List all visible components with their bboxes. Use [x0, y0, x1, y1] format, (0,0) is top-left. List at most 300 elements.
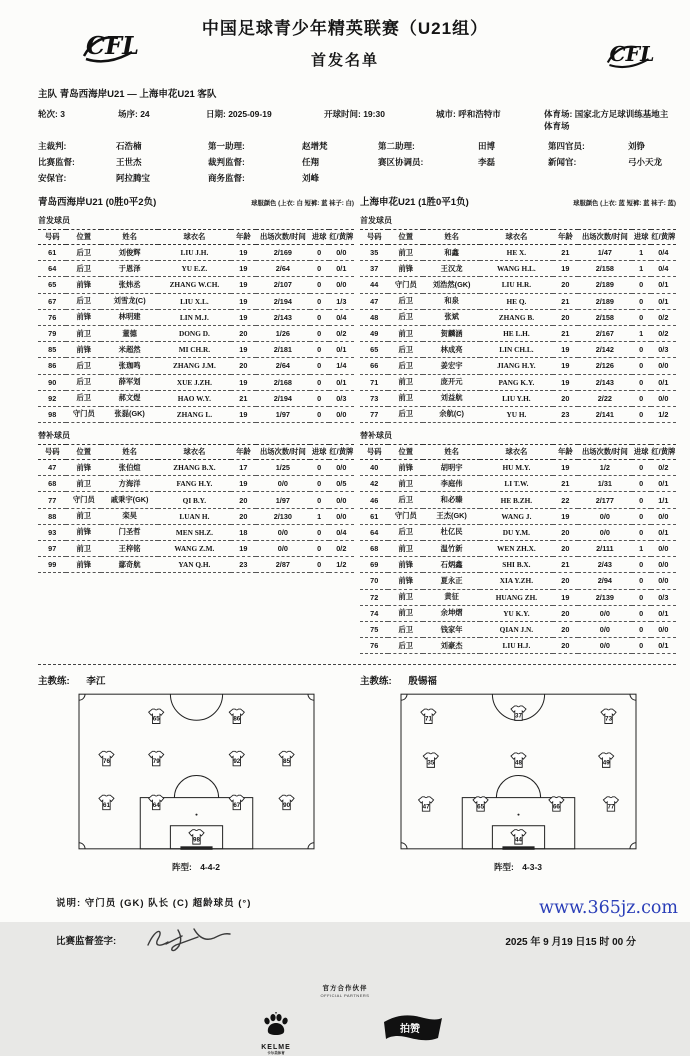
player-cell: 0/1: [651, 605, 676, 621]
player-cell: 2/194: [256, 293, 310, 309]
player-cell: 20: [553, 390, 578, 406]
column-header: 位置: [388, 230, 423, 245]
grid-cell: 城市: 呼和浩特市: [436, 109, 501, 119]
player-cell: 1/47: [578, 245, 632, 261]
player-cell: 47: [38, 460, 66, 476]
player-cell: QIAN J.N.: [480, 621, 553, 637]
player-cell: 70: [360, 573, 388, 589]
column-header: 姓名: [423, 230, 480, 245]
svg-text:64: 64: [152, 802, 160, 810]
player-cell: 0/3: [651, 342, 676, 358]
player-cell: 68: [38, 476, 66, 492]
player-cell: 0/2: [651, 460, 676, 476]
player-cell: 19: [553, 342, 578, 358]
player-cell: 1/2: [329, 557, 354, 573]
svg-text:37: 37: [514, 712, 522, 720]
player-cell: 0/1: [651, 638, 676, 654]
away-coach-label: 主教练:: [360, 676, 392, 688]
player-cell: 2/141: [578, 406, 632, 422]
player-row: [38, 309, 354, 325]
partners-heading: 官方合作伙伴: [322, 985, 368, 993]
player-cell: 1/25: [256, 460, 310, 476]
player-cell: 胡明宇: [423, 460, 480, 476]
player-cell: 前锋: [66, 557, 101, 573]
player-cell: 20: [553, 524, 578, 540]
table-header-row: [360, 445, 676, 460]
player-cell: 76: [360, 638, 388, 654]
player-cell: 49: [360, 325, 388, 341]
header: [0, 0, 690, 70]
player-cell: 0: [632, 524, 651, 540]
home-formation-label: 阵型:: [171, 862, 192, 873]
grid-cell: 王世杰: [116, 157, 142, 167]
player-cell: MI CH.R.: [158, 342, 231, 358]
player-cell: 0/0: [256, 541, 310, 557]
player-row: [38, 508, 354, 524]
player-cell: 张磊(GK): [101, 406, 158, 422]
player-cell: 0: [310, 476, 329, 492]
player-cell: LIU H.J.: [480, 638, 553, 654]
player-cell: 前锋: [388, 573, 423, 589]
player-cell: ZHANG B.X.: [158, 460, 231, 476]
player-cell: 刘浩然(GK): [423, 277, 480, 293]
player-row: [38, 261, 354, 277]
column-header: 红/黄牌: [329, 445, 354, 460]
player-cell: LI T.W.: [480, 476, 553, 492]
player-cell: HAO W.Y.: [158, 390, 231, 406]
player-cell: MEN SH.Z.: [158, 524, 231, 540]
player-cell: 0/0: [651, 557, 676, 573]
player-cell: 92: [38, 390, 66, 406]
player-cell: 21: [231, 390, 256, 406]
player-row: [38, 390, 354, 406]
column-header: 号码: [38, 445, 66, 460]
svg-text:90: 90: [282, 802, 290, 810]
player-cell: 守门员: [388, 508, 423, 524]
player-cell: 2/43: [578, 557, 632, 573]
partners-section: [0, 983, 690, 1056]
player-row: [360, 374, 676, 390]
grid-cell: 第四官员:: [548, 141, 585, 151]
player-cell: 后卫: [66, 390, 101, 406]
player-cell: 79: [38, 325, 66, 341]
player-cell: 20: [553, 573, 578, 589]
player-cell: 42: [360, 476, 388, 492]
player-cell: 1/31: [578, 476, 632, 492]
player-cell: 0/1: [651, 524, 676, 540]
player-cell: HUANG ZH.: [480, 589, 553, 605]
player-cell: 19: [231, 342, 256, 358]
player-cell: LIU J.H.: [158, 245, 231, 261]
player-cell: 86: [38, 358, 66, 374]
column-header: 年龄: [553, 445, 578, 460]
grid-cell: [478, 172, 548, 184]
column-header: 位置: [66, 230, 101, 245]
player-cell: 20: [553, 621, 578, 637]
player-row: [38, 406, 354, 422]
svg-text:48: 48: [514, 759, 522, 767]
player-cell: LIU X.L.: [158, 293, 231, 309]
player-cell: 0/1: [651, 374, 676, 390]
player-cell: 2/87: [256, 557, 310, 573]
player-cell: 2/142: [578, 342, 632, 358]
player-cell: 44: [360, 277, 388, 293]
grid-cell: 主裁判:: [38, 141, 67, 151]
player-cell: 王梓铭: [101, 541, 158, 557]
home-starters-label: 首发球员: [38, 216, 70, 225]
player-cell: YU H.: [480, 406, 553, 422]
player-cell: 22: [553, 492, 578, 508]
grid-cell: 日期: 2025-09-19: [206, 109, 272, 119]
player-cell: 2/158: [578, 309, 632, 325]
player-row: [360, 277, 676, 293]
player-cell: 后卫: [388, 309, 423, 325]
player-cell: 0: [310, 460, 329, 476]
player-cell: 17: [231, 460, 256, 476]
player-shirt: [423, 753, 438, 767]
player-cell: 0: [310, 358, 329, 374]
player-cell: 庞开元: [423, 374, 480, 390]
player-row: [360, 541, 676, 557]
player-cell: 0/0: [578, 638, 632, 654]
cfl-logo-right: [603, 37, 656, 71]
player-cell: 2/130: [256, 508, 310, 524]
player-cell: 2/64: [256, 358, 310, 374]
player-cell: 19: [553, 261, 578, 277]
column-header: 年龄: [231, 445, 256, 460]
player-cell: 0: [310, 374, 329, 390]
column-header: 出场次数/时间: [256, 230, 310, 245]
svg-text:拍赞: 拍赞: [400, 1024, 420, 1036]
player-cell: ZHANG W.CH.: [158, 277, 231, 293]
player-row: [38, 524, 354, 540]
player-shirt: [598, 753, 613, 767]
svg-text:49: 49: [602, 759, 610, 767]
player-cell: 76: [38, 309, 66, 325]
player-cell: 23: [231, 557, 256, 573]
player-cell: 1/97: [256, 406, 310, 422]
player-cell: 前卫: [388, 325, 423, 341]
player-cell: 后卫: [388, 342, 423, 358]
grid-cell: [378, 172, 478, 184]
cfl-logo-left: [78, 26, 140, 66]
player-cell: HU M.Y.: [480, 460, 553, 476]
column-header: 位置: [388, 445, 423, 460]
grid-cell: 比赛监督:: [38, 157, 75, 167]
player-cell: 前卫: [66, 541, 101, 557]
player-cell: 19: [231, 476, 256, 492]
player-cell: 0: [310, 524, 329, 540]
player-cell: 前卫: [66, 325, 101, 341]
home-formation-pitch: [78, 693, 315, 850]
player-cell: 23: [553, 406, 578, 422]
player-cell: 20: [231, 325, 256, 341]
player-cell: XUE J.ZH.: [158, 374, 231, 390]
svg-text:47: 47: [422, 803, 430, 811]
player-row: [360, 261, 676, 277]
player-cell: 温竹新: [423, 541, 480, 557]
player-cell: 张伯煊: [101, 460, 158, 476]
player-row: [38, 293, 354, 309]
player-cell: 99: [38, 557, 66, 573]
player-cell: 0: [632, 390, 651, 406]
home-team-kit: 球服颜色 (上衣: 白 短裤: 蓝 袜子: 白): [251, 200, 354, 207]
player-cell: LIU Y.H.: [480, 390, 553, 406]
away-formation-column: [360, 669, 676, 873]
player-cell: FANG H.Y.: [158, 476, 231, 492]
player-cell: 黄征: [423, 589, 480, 605]
away-subs-label: 替补球员: [360, 431, 392, 441]
table-header-row: [38, 230, 354, 245]
player-cell: 贺麟涵: [423, 325, 480, 341]
player-row: [360, 557, 676, 573]
player-cell: 0: [632, 293, 651, 309]
player-cell: 后卫: [388, 638, 423, 654]
column-header: 进球: [632, 445, 651, 460]
player-cell: WANG H.L.: [480, 261, 553, 277]
player-cell: HE L.H.: [480, 325, 553, 341]
player-row: [360, 605, 676, 621]
player-cell: 0: [632, 342, 651, 358]
grid-cell: 任翔: [302, 157, 320, 167]
player-cell: 2/169: [256, 245, 310, 261]
player-cell: 后卫: [66, 358, 101, 374]
player-cell: 0: [632, 460, 651, 476]
player-cell: 0: [310, 325, 329, 341]
player-cell: 前卫: [66, 508, 101, 524]
player-cell: 98: [38, 406, 66, 422]
player-cell: 林成亮: [423, 342, 480, 358]
home-formation-value: 4-4-2: [200, 862, 221, 873]
player-cell: WANG Z.M.: [158, 541, 231, 557]
player-shirt: [510, 753, 525, 767]
player-cell: 0/4: [651, 261, 676, 277]
player-cell: 0/0: [329, 492, 354, 508]
player-cell: 2/64: [256, 261, 310, 277]
player-cell: 18: [231, 524, 256, 540]
player-shirt: [98, 752, 113, 766]
player-cell: 2/194: [256, 390, 310, 406]
player-cell: 前锋: [388, 557, 423, 573]
player-cell: 19: [553, 460, 578, 476]
player-row: [360, 621, 676, 637]
player-cell: 0/0: [256, 524, 310, 540]
player-cell: 0/3: [651, 589, 676, 605]
player-cell: 0/2: [651, 325, 676, 341]
player-cell: 77: [360, 406, 388, 422]
player-cell: HE Q.: [480, 293, 553, 309]
player-cell: 19: [231, 293, 256, 309]
player-cell: 王杰(GK): [423, 508, 480, 524]
player-cell: 0/1: [651, 277, 676, 293]
player-cell: 19: [231, 541, 256, 557]
player-shirt: [148, 709, 163, 723]
player-cell: 0: [632, 605, 651, 621]
player-cell: 21: [553, 293, 578, 309]
player-cell: 刘豪杰: [423, 638, 480, 654]
away-team-name: 上海申花U21 (1胜0平1负): [360, 197, 469, 208]
kelme-subtext: 卡尔美体育: [267, 1051, 285, 1056]
player-cell: 后卫: [66, 245, 101, 261]
player-cell: 余航(C): [423, 406, 480, 422]
player-cell: 张炜丞: [101, 277, 158, 293]
player-cell: 0: [632, 573, 651, 589]
column-header: 红/黄牌: [651, 445, 676, 460]
player-cell: 0: [632, 557, 651, 573]
grid-cell: 第二助理:: [378, 141, 415, 151]
player-cell: 0/0: [651, 621, 676, 637]
player-cell: 75: [360, 621, 388, 637]
player-cell: 0: [632, 277, 651, 293]
player-shirt: [229, 796, 244, 810]
player-cell: 夏永正: [423, 573, 480, 589]
player-row: [38, 358, 354, 374]
home-subs-table: [38, 444, 354, 573]
player-cell: HE X.: [480, 245, 553, 261]
player-cell: 0: [310, 245, 329, 261]
player-cell: 0/1: [329, 261, 354, 277]
player-cell: 前锋: [66, 460, 101, 476]
grid-cell: [548, 172, 628, 184]
player-cell: 21: [553, 476, 578, 492]
player-cell: 0: [310, 406, 329, 422]
grid-cell: 轮次: 3: [38, 109, 65, 119]
player-cell: 后卫: [388, 492, 423, 508]
site-watermark: www.365jz.com: [539, 898, 678, 918]
home-team-name: 青岛西海岸U21 (0胜0平2负): [38, 197, 157, 208]
player-cell: 2/167: [578, 325, 632, 341]
player-cell: 67: [38, 293, 66, 309]
player-cell: LIU H.R.: [480, 277, 553, 293]
player-cell: 20: [553, 638, 578, 654]
roster-columns: [38, 194, 676, 654]
player-cell: 1/1: [651, 492, 676, 508]
player-cell: 37: [360, 261, 388, 277]
table-header-row: [360, 230, 676, 245]
player-cell: 戚秉宇(GK): [101, 492, 158, 508]
player-row: [360, 460, 676, 476]
grid-cell: 李磊: [478, 157, 496, 167]
player-cell: 石炳鑫: [423, 557, 480, 573]
player-cell: 守门员: [388, 277, 423, 293]
away-team-kit: 球服颜色 (上衣: 蓝 短裤: 蓝 袜子: 蓝): [573, 200, 676, 207]
player-cell: 张珈鸣: [101, 358, 158, 374]
column-header: 姓名: [101, 230, 158, 245]
player-shirt: [420, 709, 435, 723]
column-header: 红/黄牌: [651, 230, 676, 245]
player-cell: 前卫: [388, 245, 423, 261]
player-cell: 21: [553, 325, 578, 341]
player-cell: 0/4: [329, 309, 354, 325]
player-cell: 前卫: [388, 589, 423, 605]
player-shirt: [188, 830, 203, 844]
home-coach-name: 李江: [86, 676, 106, 688]
player-cell: 0: [632, 492, 651, 508]
player-cell: 鄢奇航: [101, 557, 158, 573]
player-row: [38, 374, 354, 390]
player-cell: 35: [360, 245, 388, 261]
grid-cell: 开球时间: 19:30: [324, 109, 385, 119]
column-header: 出场次数/时间: [578, 445, 632, 460]
kelme-name: KELME: [261, 1044, 291, 1052]
svg-text:65: 65: [476, 803, 484, 811]
player-cell: 2/158: [578, 261, 632, 277]
player-shirt: [229, 752, 244, 766]
player-cell: 0/0: [329, 406, 354, 422]
match-teams-line: 主队 青岛西海岸U21 — 上海申花U21 客队: [38, 89, 217, 100]
player-cell: 2/94: [578, 573, 632, 589]
column-header: 姓名: [423, 445, 480, 460]
player-cell: 0/2: [329, 325, 354, 341]
player-cell: 后卫: [388, 358, 423, 374]
grid-cell: 石浩楠: [116, 141, 142, 151]
player-cell: 前卫: [66, 476, 101, 492]
player-cell: 后卫: [388, 406, 423, 422]
svg-text:65: 65: [152, 715, 160, 723]
grid-cell: 刘铮: [628, 141, 646, 151]
player-cell: 19: [553, 589, 578, 605]
player-cell: 69: [360, 557, 388, 573]
player-cell: 20: [553, 277, 578, 293]
player-cell: 2/126: [578, 358, 632, 374]
player-row: [38, 492, 354, 508]
player-cell: 董德: [101, 325, 158, 341]
svg-text:71: 71: [424, 715, 432, 723]
player-cell: 2/143: [578, 374, 632, 390]
player-row: [360, 325, 676, 341]
player-cell: 1: [310, 508, 329, 524]
player-cell: 93: [38, 524, 66, 540]
player-cell: 2/107: [256, 277, 310, 293]
grid-cell: [628, 172, 676, 184]
player-cell: HE B.ZH.: [480, 492, 553, 508]
player-cell: 1: [632, 325, 651, 341]
player-cell: 64: [360, 524, 388, 540]
away-formation-pitch: [400, 693, 637, 850]
page-subtitle: 首发名单: [310, 52, 379, 69]
player-cell: 77: [38, 492, 66, 508]
column-header: 出场次数/时间: [578, 230, 632, 245]
player-cell: 20: [231, 358, 256, 374]
away-formation-label: 阵型:: [493, 862, 514, 873]
column-header: 球衣名: [158, 230, 231, 245]
player-cell: 前卫: [388, 374, 423, 390]
player-cell: 0/3: [329, 390, 354, 406]
column-header: 号码: [360, 445, 388, 460]
player-cell: 21: [553, 557, 578, 573]
player-cell: YU E.Z.: [158, 261, 231, 277]
grid-cell: 裁判监督:: [208, 157, 245, 167]
signature-label: 比赛监督签字:: [56, 936, 117, 948]
grid-cell: 阿拉腾宝: [116, 173, 151, 183]
section-divider: [38, 664, 676, 665]
svg-text:98: 98: [192, 836, 200, 844]
player-cell: JIANG H.Y.: [480, 358, 553, 374]
column-header: 球衣名: [480, 445, 553, 460]
player-cell: 19: [553, 358, 578, 374]
player-cell: 0/4: [329, 524, 354, 540]
player-cell: 前锋: [388, 460, 423, 476]
player-cell: 0: [632, 621, 651, 637]
player-cell: 余坤熠: [423, 605, 480, 621]
player-cell: 19: [231, 374, 256, 390]
player-row: [360, 524, 676, 540]
player-cell: 19: [553, 374, 578, 390]
column-header: 出场次数/时间: [256, 445, 310, 460]
player-cell: 64: [38, 261, 66, 277]
player-row: [360, 573, 676, 589]
away-subs-table: [360, 444, 676, 654]
